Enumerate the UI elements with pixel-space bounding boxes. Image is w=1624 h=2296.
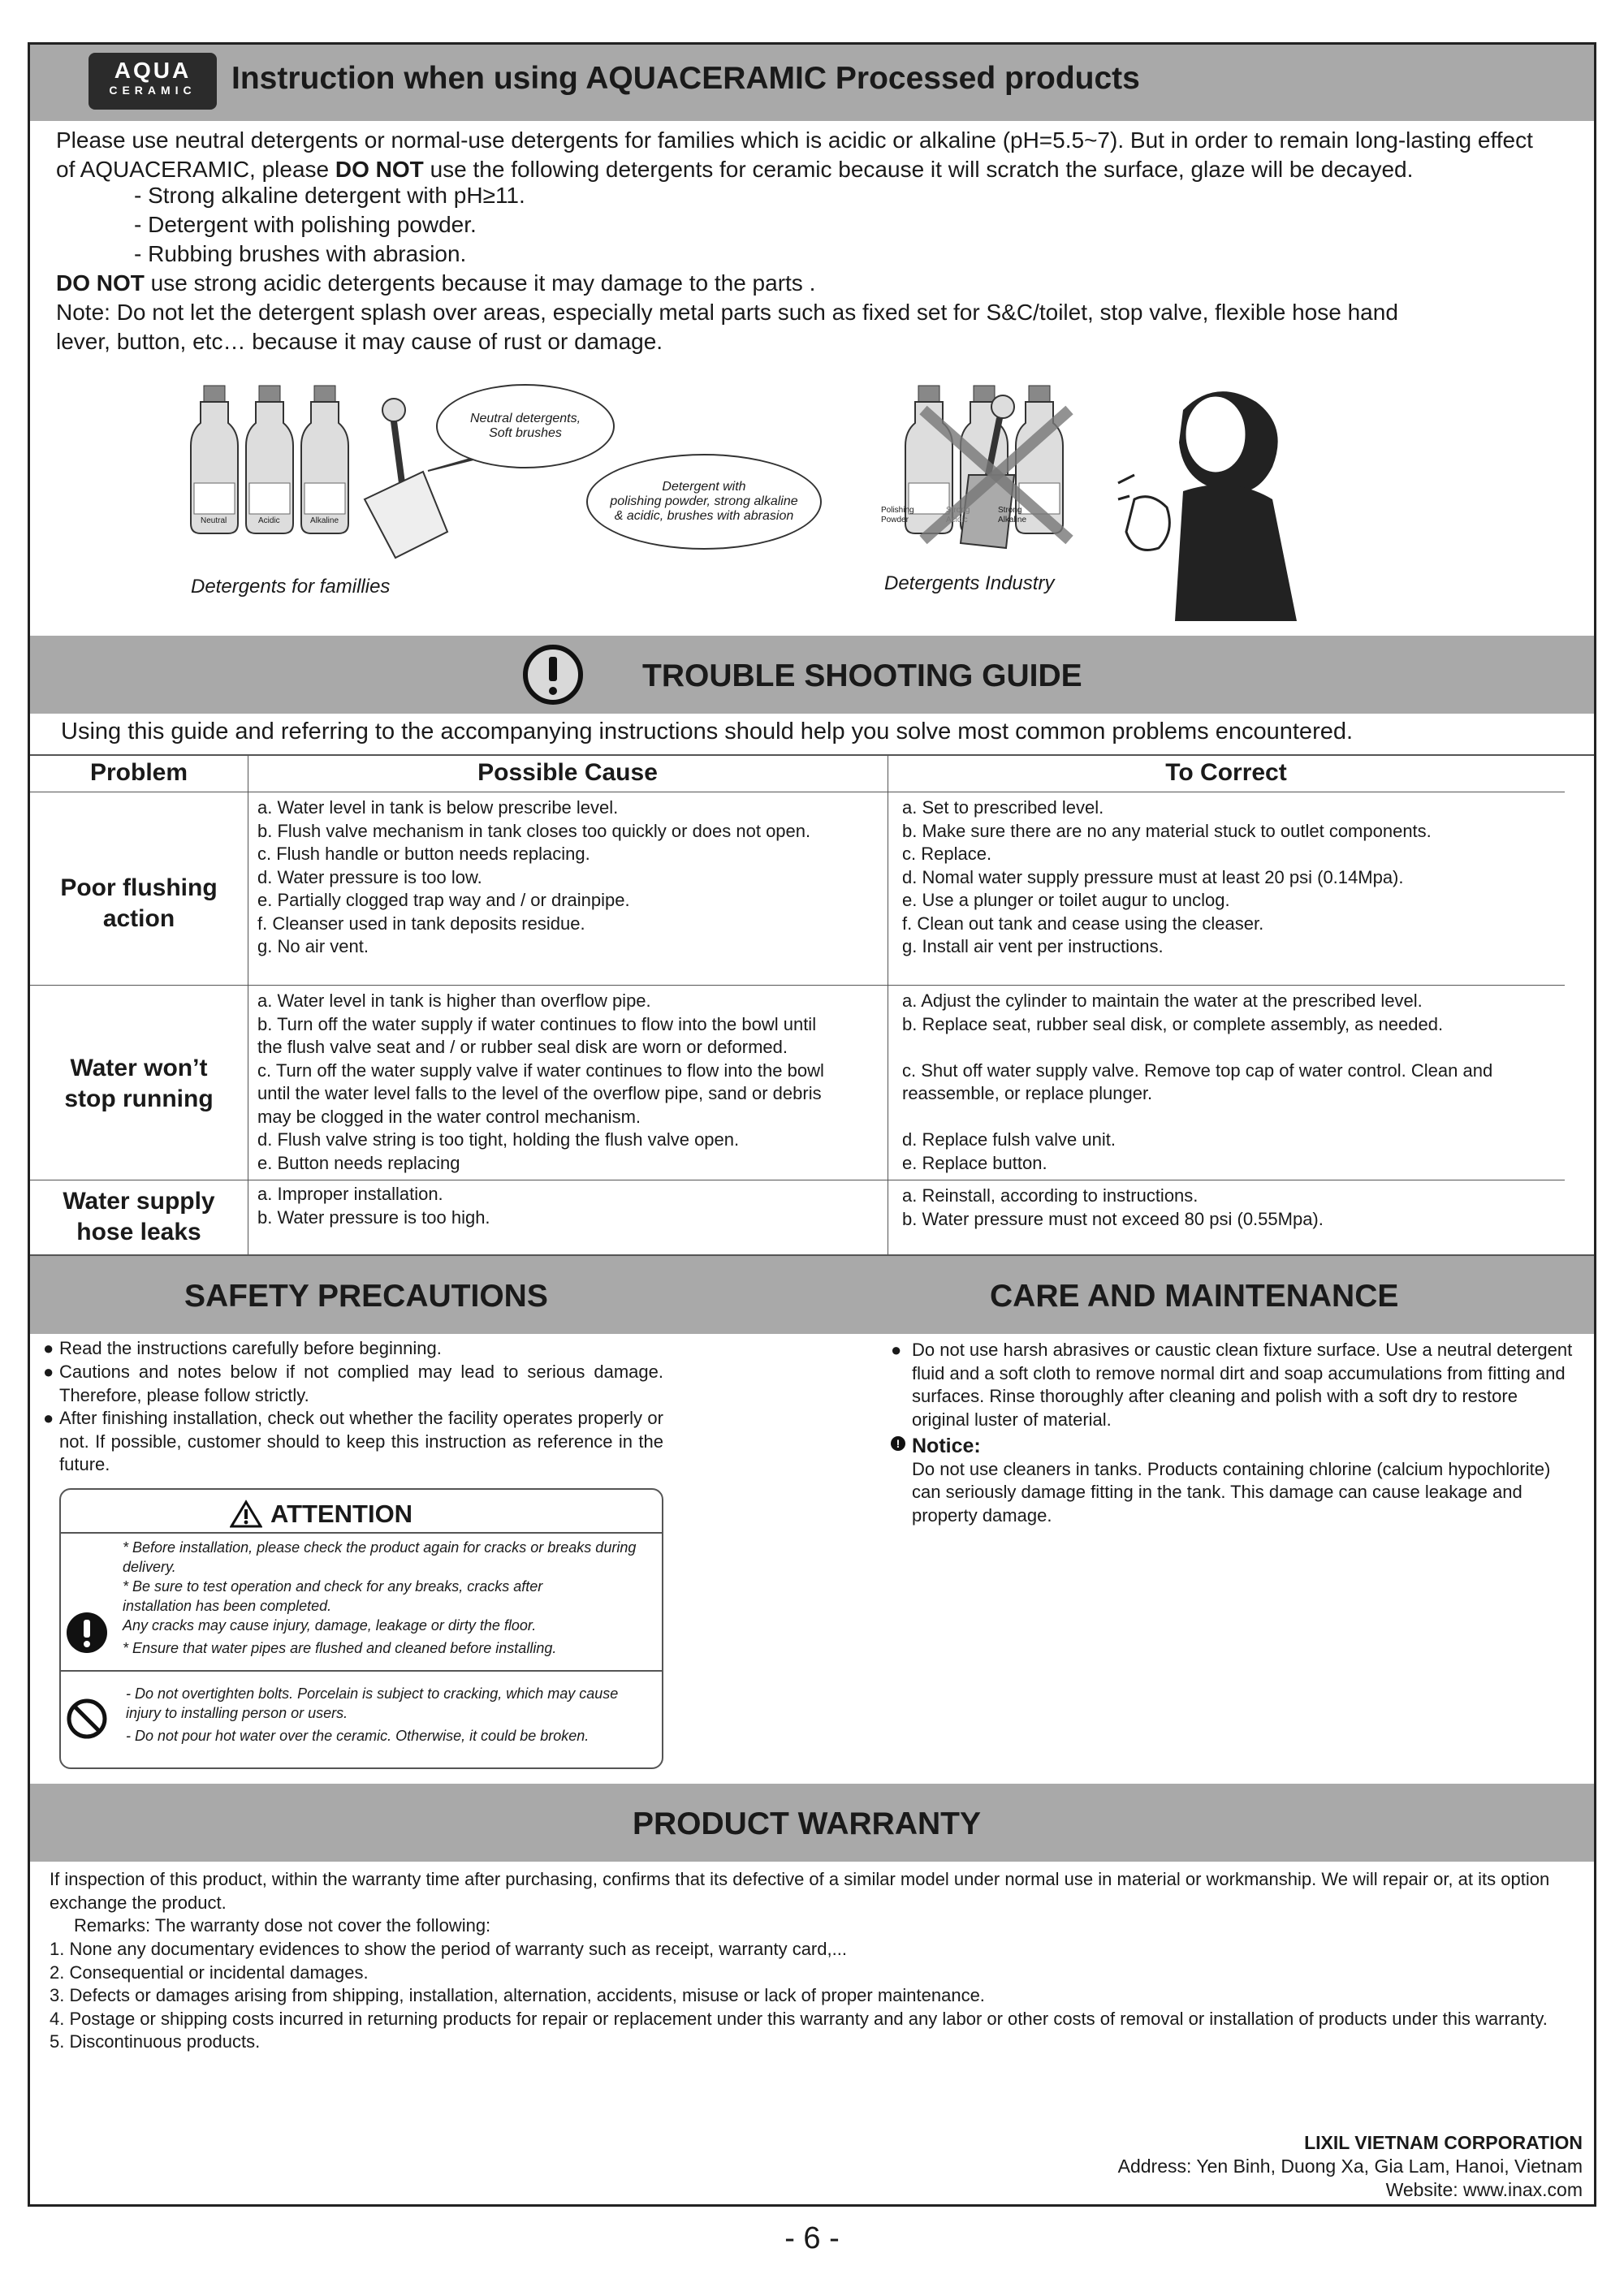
warranty-remarks: Remarks: The warranty dose not cover the following: [74, 1915, 491, 1936]
prohibit-item: - Do not pour hot water over the ceramic. Otherwise, it could be broken. [126, 1728, 590, 1744]
header-band [30, 45, 1594, 121]
attention-box [59, 1488, 663, 1769]
header-problem: Problem [89, 759, 188, 786]
correct-spacer [902, 1036, 1561, 1060]
soft-brush-icon [365, 399, 447, 558]
problem-cell: Poor flushing action [60, 874, 218, 932]
cause-line: a. Improper installation. [257, 1184, 443, 1204]
bullet-icon: ● [891, 1340, 902, 1360]
attention-item: * Ensure that water pipes are flushed and cleaned before installing. [123, 1640, 557, 1656]
intro-list-item: - Detergent with polishing powder. [134, 212, 477, 237]
correct-cell [902, 990, 1561, 1175]
correct-line: reassemble, or replace plunger. [902, 1083, 1153, 1103]
correct-line: a. Reinstall, according to instructions. [902, 1185, 1199, 1206]
do-not-text: use strong acidic detergents because it may damage to the parts . [144, 270, 816, 296]
cause-line: a. Water level in tank is higher than overflow pipe. [257, 990, 651, 1011]
table-row-line [30, 985, 1565, 986]
trouble-band [30, 636, 1594, 714]
cause-line: g. No air vent. [257, 936, 369, 956]
correct-line: a. Set to prescribed level. [902, 797, 1104, 818]
caption-families: Detergents for famillies [191, 576, 391, 598]
aqua-ceramic-logo [89, 53, 217, 110]
bottle-label: Neutral [201, 516, 227, 525]
correct-line: c. Shut off water supply valve. Remove top cap of water control. Clean and [902, 1060, 1493, 1081]
logo-line1: AQUA [114, 58, 192, 83]
cause-line: c. Flush handle or button needs replacing. [257, 844, 590, 864]
trouble-title: TROUBLE SHOOTING GUIDE [642, 658, 1082, 693]
correct-line: e. Replace button. [902, 1152, 1047, 1173]
correct-line: c. Replace. [902, 844, 992, 864]
safety-item [43, 1337, 663, 1361]
page-frame [28, 42, 1596, 2207]
warning-triangle-icon [230, 1500, 262, 1529]
bottle-label: Strong Alkaline [998, 506, 1027, 524]
cause-line: f. Cleanser used in tank deposits residue. [257, 913, 585, 934]
cause-cell [257, 1183, 883, 1229]
attention-title: ATTENTION [270, 1500, 413, 1528]
cause-line: c. Turn off the water supply valve if water continues to flow into the bowl [257, 1060, 824, 1081]
cause-line: may be clogged in the water control mechanism. [257, 1106, 641, 1127]
correct-line: b. Water pressure must not exceed 80 psi (0.55Mpa). [902, 1208, 1324, 1229]
care-item-text: Do not use harsh abrasives or caustic clean fixture surface. Use a neutral detergent fluid and a soft cloth to remove normal dirt and soap accumulations from fitting and surfaces. Rinse thoroughly after cleaning and polish with a soft dry to restore original luster of material. [912, 1340, 1573, 1430]
bottle-label: Polishing Powder [881, 506, 914, 524]
cause-cell [257, 796, 883, 959]
safety-item-text: Read the instructions carefully before beginning. [59, 1338, 442, 1358]
safety-title: SAFETY PRECAUTIONS [184, 1279, 548, 1314]
correct-line: e. Use a plunger or toilet augur to unclog. [902, 890, 1230, 910]
intro-line1: Please use neutral detergents or normal-use detergents for families which is acidic or alkaline (pH=5.5~7). But in order to remain long-lasting effect [56, 127, 1533, 153]
neutral-detergents-bubble: Neutral detergents, Soft brushes [436, 384, 615, 468]
industry-detergents-bubble: Detergent with polishing powder, strong alkaline & acidic, brushes with abrasion [586, 454, 822, 550]
correct-spacer [902, 1106, 1561, 1129]
intro-line2-c: use the following detergents for ceramic because it will scratch the surface, glaze will be decayed. [423, 157, 1414, 182]
safety-item-text: After finishing installation, check out whether the facility operates properly or not. If possible, customer should to keep this instruction as reference in the future. [59, 1408, 663, 1474]
warranty-item: 2. Consequential or incidental damages. [50, 1962, 369, 1983]
cause-line: d. Water pressure is too low. [257, 866, 482, 887]
cause-line: a. Water level in tank is below prescribe level. [257, 797, 619, 818]
notice-text: Do not use cleaners in tanks. Products containing chlorine (calcium hypochlorite) can seriously damage fitting in the tank. This damage can cause leakage and property damage. [912, 1458, 1551, 1526]
cause-line: until the water level falls to the level of the overflow pipe, sand or debris [257, 1083, 822, 1103]
logo-line2: CERAMIC [109, 84, 197, 97]
caption-industry: Detergents Industry [884, 572, 1055, 594]
company-website: Website: www.inax.com [1385, 2179, 1583, 2200]
page-title: Instruction when using AQUACERAMIC Processed products [231, 61, 1140, 96]
care-item [891, 1339, 1573, 1431]
notice-icon: ! [891, 1436, 905, 1451]
do-not-label: DO NOT [56, 270, 145, 296]
warranty-item: 5. Discontinuous products. [50, 2031, 261, 2052]
header-correct: To Correct [1165, 759, 1287, 786]
cause-line: b. Flush valve mechanism in tank closes too quickly or does not open. [257, 820, 811, 841]
do-not-acidic [56, 269, 815, 298]
safety-item [43, 1407, 663, 1477]
cause-line: d. Flush valve string is too tight, holding the flush valve open. [257, 1129, 740, 1150]
cause-line: the flush valve seat and / or rubber seal disk are worn or deformed. [257, 1037, 788, 1057]
cause-line: b. Turn off the water supply if water continues to flow into the bowl until [257, 1013, 817, 1034]
note-line2: lever, button, etc… because it may cause of rust or damage. [56, 329, 663, 354]
company-address: Address: Yen Binh, Duong Xa, Gia Lam, Hanoi, Vietnam [1117, 2156, 1583, 2177]
safety-item [43, 1361, 663, 1407]
industry-bottles-icon [905, 386, 1069, 548]
intro-do-not: DO NOT [335, 157, 424, 182]
correct-line: g. Install air vent per instructions. [902, 936, 1164, 956]
bottle-label: Alkaline [310, 516, 339, 525]
warning-circle-icon [522, 644, 584, 706]
cause-line: e. Partially clogged trap way and / or drainpipe. [257, 890, 630, 910]
cause-line: b. Water pressure is too high. [257, 1206, 490, 1228]
correct-line: f. Clean out tank and cease using the cleaser. [902, 913, 1264, 934]
exclamation-icon [66, 1612, 108, 1654]
page-number: - 6 - [784, 2221, 840, 2255]
correct-cell [902, 1185, 1561, 1231]
company-name: LIXIL VIETNAM CORPORATION [1304, 2132, 1583, 2153]
company-footer [1118, 2131, 1583, 2202]
attention-divider [61, 1532, 662, 1534]
attention-item: * Before installation, please check the product again for cracks or breaks during delivery. [123, 1539, 637, 1575]
warranty-item: 3. Defects or damages arising from shipping, installation, alternation, accidents, misuse or lack of proper maintenance. [50, 1985, 985, 2005]
cause-line: e. Button needs replacing [257, 1152, 460, 1173]
warranty-band [30, 1784, 1594, 1862]
notice-block [891, 1435, 1573, 1527]
bullet-icon: ● [43, 1408, 54, 1428]
prohibit-item: - Do not overtighten bolts. Porcelain is subject to cracking, which may cause injury to installing person or users. [126, 1685, 619, 1721]
bottle-label: Acidic [258, 516, 280, 525]
bottle-label: Strong Acidic [946, 506, 970, 524]
warranty-item: 1. None any documentary evidences to show the period of warranty such as receipt, warranty card,... [50, 1939, 847, 1959]
intro-line2-a: of AQUACERAMIC, please [56, 157, 335, 182]
problem-cell: Water won’t stop running [64, 1055, 214, 1112]
trouble-intro: Using this guide and referring to the accompanying instructions should help you solve most common problems encountered. [61, 719, 1354, 744]
intro-line2 [56, 155, 1583, 184]
care-title: CARE AND MAINTENANCE [990, 1279, 1399, 1314]
attention-divider [61, 1670, 662, 1672]
intro-list-item: - Rubbing brushes with abrasion. [134, 241, 467, 266]
attention-item: * Be sure to test operation and check for any breaks, cracks after installation has been completed. [123, 1578, 543, 1614]
warranty-list [50, 1938, 1573, 2054]
correct-line: d. Nomal water supply pressure must at least 20 psi (0.14Mpa). [902, 866, 1404, 887]
table-top-line [30, 754, 1594, 756]
header-cause: Possible Cause [477, 759, 658, 786]
attention-item: Any cracks may cause injury, damage, leakage or dirty the floor. [123, 1617, 537, 1634]
correct-line: d. Replace fulsh valve unit. [902, 1129, 1116, 1150]
warranty-title: PRODUCT WARRANTY [633, 1806, 981, 1841]
note-line1: Note: Do not let the detergent splash over areas, especially metal parts such as fixed set for S&C/toilet, stop valve, flexible hose hand [56, 300, 1398, 325]
notice-title: Notice: [912, 1435, 981, 1457]
correct-line: b. Replace seat, rubber seal disk, or complete assembly, as needed. [902, 1013, 1444, 1034]
cause-cell [257, 990, 883, 1175]
safety-item-text: Cautions and notes below if not complied may lead to serious damage. Therefore, please follow strictly. [59, 1362, 663, 1405]
warranty-item: 4. Postage or shipping costs incurred in returning products for repair or replacement under this warranty and any labor or other costs of removal or installation of products under this warranty. [50, 2008, 1548, 2029]
problem-cell: Water supply hose leaks [63, 1188, 215, 1245]
bullet-icon: ● [43, 1338, 54, 1358]
frustrated-person-icon [1118, 391, 1297, 621]
prohibition-icon [66, 1698, 108, 1740]
correct-line: a. Adjust the cylinder to maintain the water at the prescribed level. [902, 990, 1423, 1011]
safety-care-band [30, 1256, 1594, 1334]
correct-line: b. Make sure there are no any material stuck to outlet components. [902, 820, 1432, 841]
correct-cell [902, 796, 1561, 959]
intro-list-item: - Strong alkaline detergent with pH≥11. [134, 183, 525, 208]
bullet-icon: ● [43, 1362, 54, 1382]
warranty-intro: If inspection of this product, within the warranty time after purchasing, confirms that its defective of a similar model under normal use in material or workmanship. We will repair or, at its option exchange the product. [50, 1869, 1550, 1913]
